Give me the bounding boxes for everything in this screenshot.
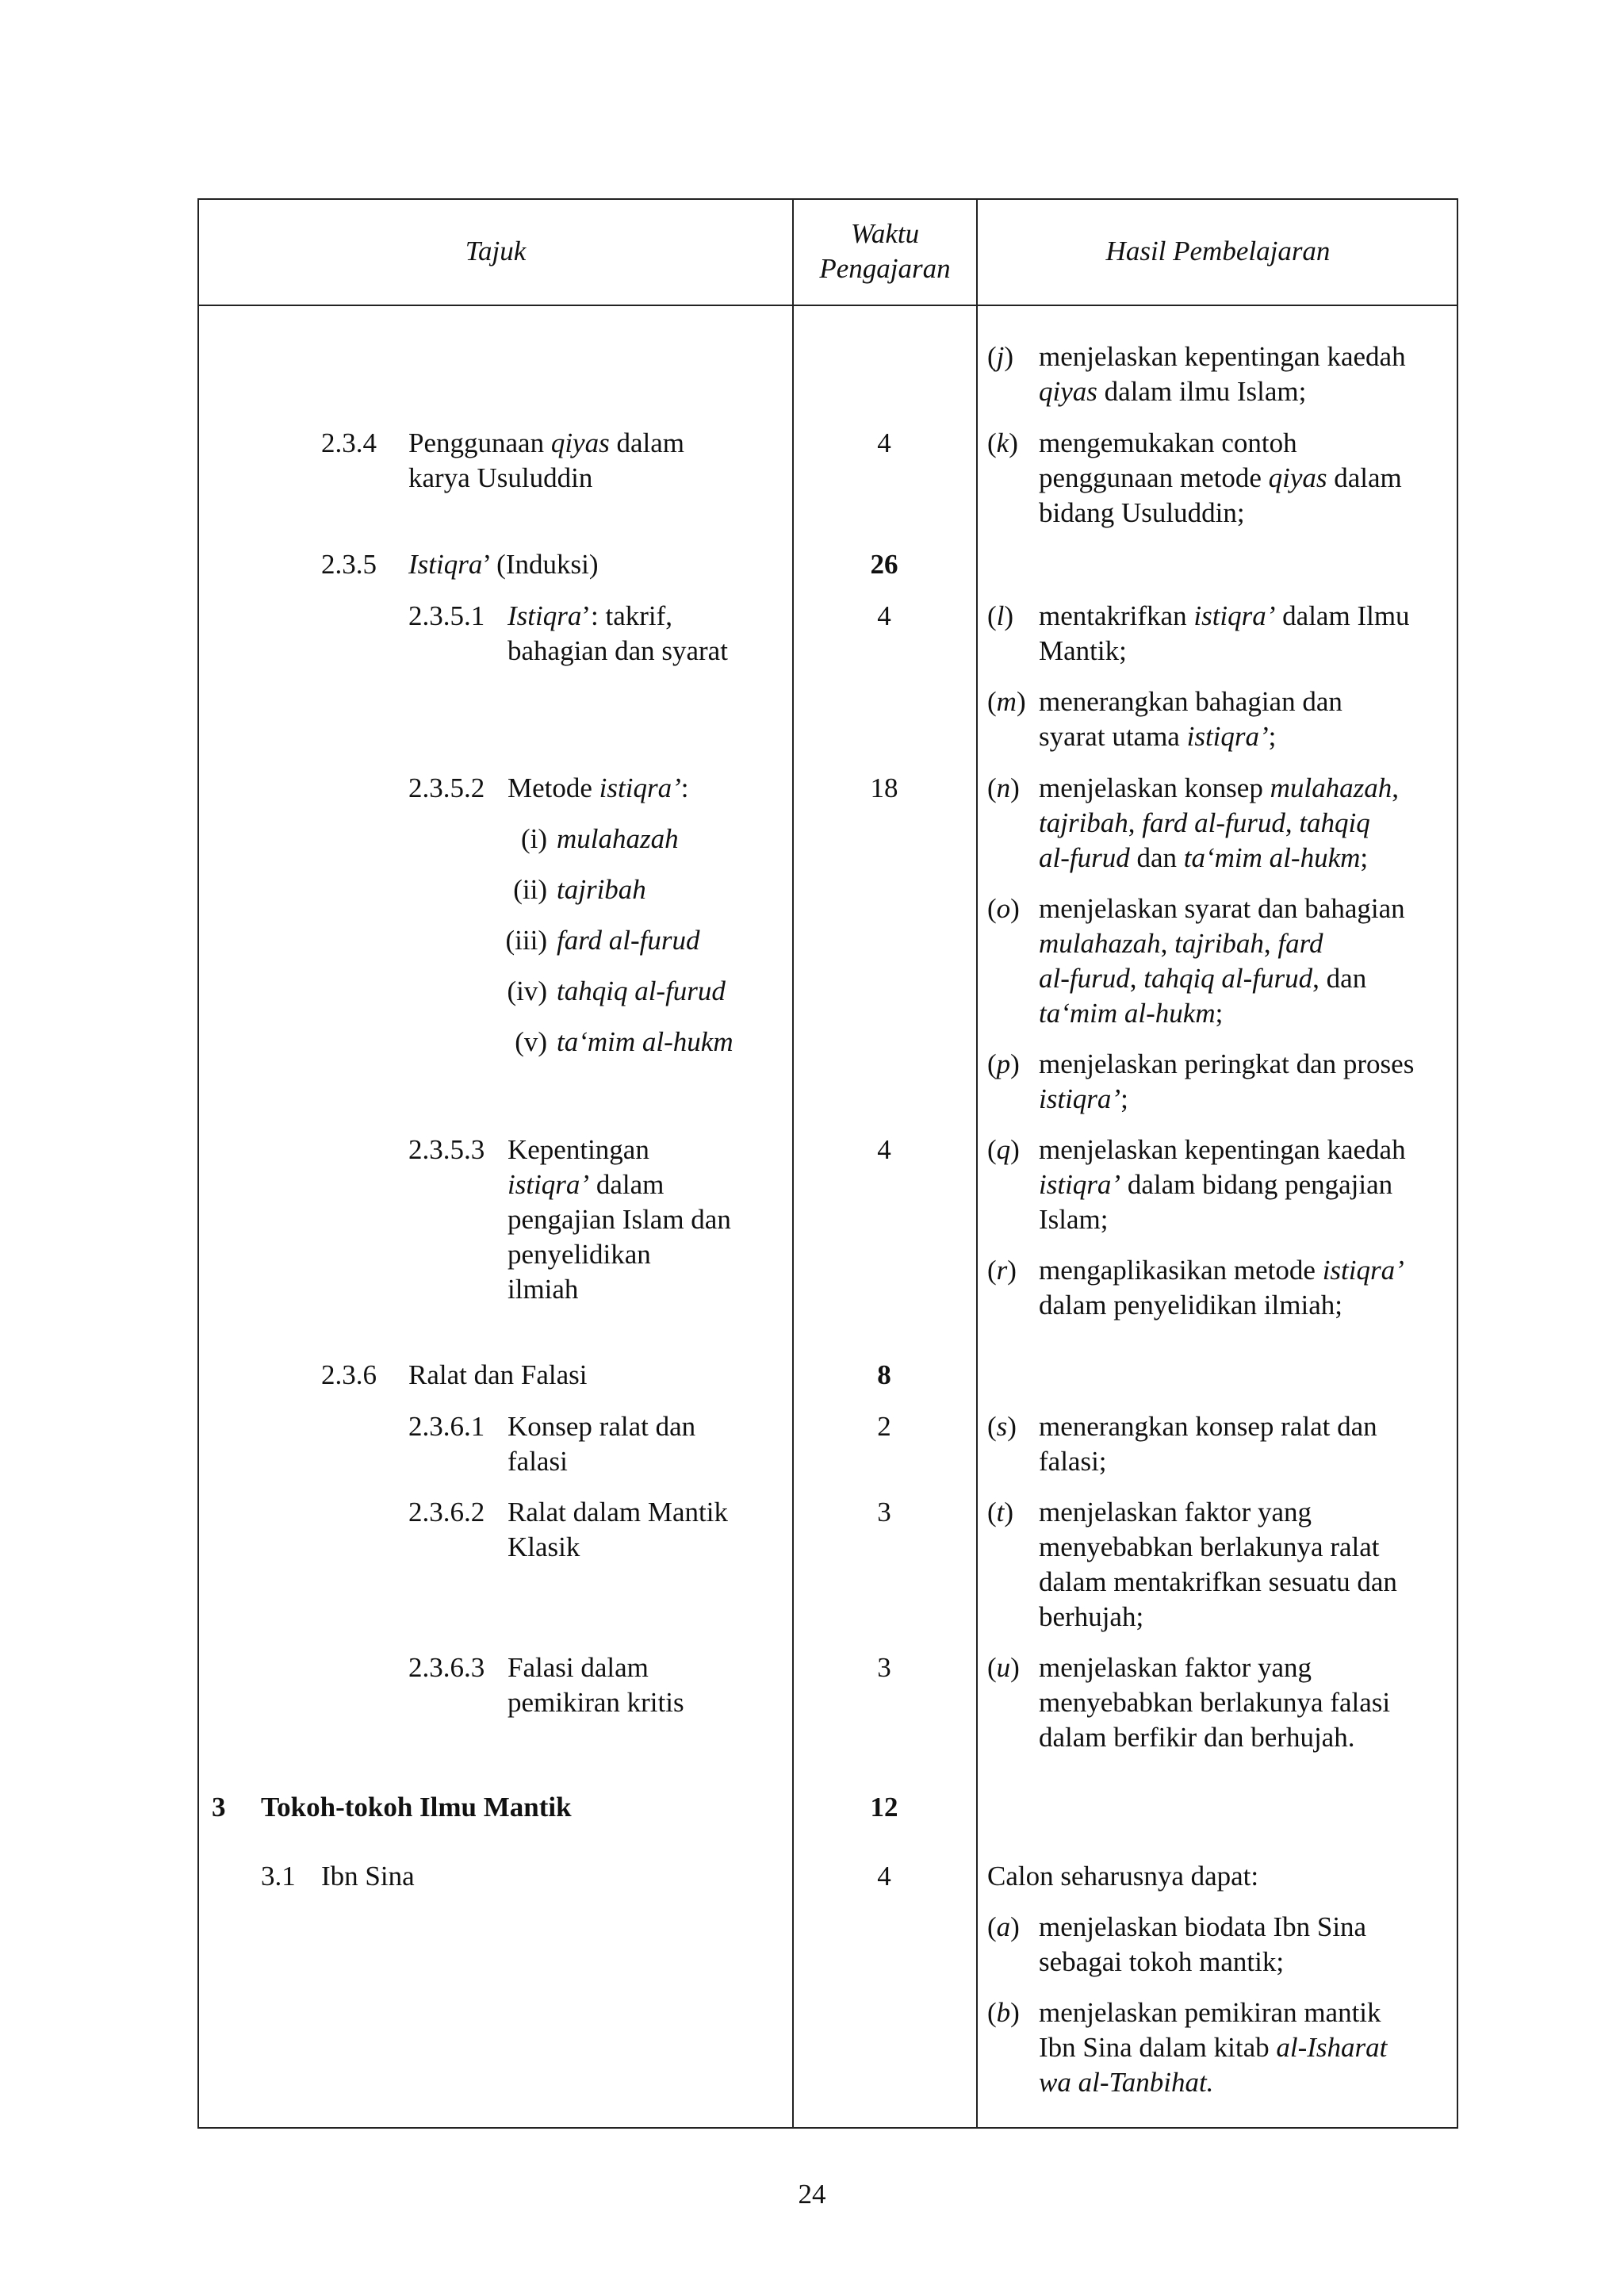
topic-title: Istiqra’ (Induksi) xyxy=(408,549,599,580)
topic-title: Metode istiqra’: xyxy=(508,772,689,803)
outcome-letter: (k) xyxy=(987,427,1018,458)
outcome-text: menjelaskan syarat dan bahagian xyxy=(1039,893,1405,924)
topic-title: Kepentingan xyxy=(508,1134,649,1165)
outcome-intro: Calon seharusnya dapat: xyxy=(987,1861,1259,1892)
outcome-text: menyebabkan berlakunya ralat xyxy=(1039,1531,1380,1562)
outcome-text: Islam; xyxy=(1039,1204,1109,1235)
outcome-text: qiyas dalam ilmu Islam; xyxy=(1039,376,1307,407)
outcome-text: Ibn Sina dalam kitab al-Isharat xyxy=(1039,2032,1388,2063)
topic-title: Klasik xyxy=(508,1531,580,1562)
outcome-text: menjelaskan kepentingan kaedah xyxy=(1039,1134,1406,1165)
outcome-text: menjelaskan peringkat dan proses xyxy=(1039,1048,1415,1079)
topic-title: pemikiran kritis xyxy=(508,1687,684,1718)
section-title: Tokoh-tokoh Ilmu Mantik xyxy=(261,1792,572,1823)
outcome-letter: (q) xyxy=(987,1134,1020,1165)
topic-title: Penggunaan qiyas dalam xyxy=(408,427,684,458)
outcome-text: menjelaskan pemikiran mantik xyxy=(1039,1997,1381,2028)
outcome-text: dalam penyelidikan ilmiah; xyxy=(1039,1290,1342,1320)
teaching-time: 26 xyxy=(870,549,898,580)
topic-number: 2.3.4 xyxy=(321,427,377,458)
outcome-text: menjelaskan faktor yang xyxy=(1039,1652,1312,1683)
sub-item: fard al-furud xyxy=(557,925,700,956)
outcome-letter: (j) xyxy=(987,341,1014,372)
outcome-text: falasi; xyxy=(1039,1446,1107,1477)
topic-number: 2.3.6.3 xyxy=(408,1652,485,1683)
column-divider xyxy=(792,200,794,2127)
outcome-text: mentakrifkan istiqra’ dalam Ilmu xyxy=(1039,600,1410,631)
topic-title: Ralat dalam Mantik xyxy=(508,1497,728,1527)
outcome-text: menjelaskan kepentingan kaedah xyxy=(1039,341,1406,372)
teaching-time: 8 xyxy=(877,1359,891,1390)
teaching-time: 18 xyxy=(870,772,898,803)
sub-item: tajribah xyxy=(557,874,646,905)
topic-title: Falasi dalam xyxy=(508,1652,649,1683)
topic-number: 2.3.5.1 xyxy=(408,600,485,631)
outcome-text: al-furud dan ta‘mim al-hukm; xyxy=(1039,842,1369,873)
outcome-text: bidang Usuluddin; xyxy=(1039,497,1245,528)
outcome-text: tajribah, fard al-furud, tahqiq xyxy=(1039,807,1370,838)
outcome-text: istiqra’; xyxy=(1039,1083,1128,1114)
outcome-text: syarat utama istiqra’; xyxy=(1039,721,1277,752)
sub-item-number: (i) xyxy=(520,823,547,854)
column-divider xyxy=(976,200,978,2127)
outcome-text: al-furud, tahqiq al-furud, dan xyxy=(1039,963,1367,994)
teaching-time: 12 xyxy=(870,1792,898,1823)
outcome-text: menerangkan konsep ralat dan xyxy=(1039,1411,1377,1442)
topic-title: Ibn Sina xyxy=(321,1861,415,1892)
outcome-text: istiqra’ dalam bidang pengajian xyxy=(1039,1169,1393,1200)
teaching-time: 4 xyxy=(877,1134,891,1165)
topic-number: 2.3.5.3 xyxy=(408,1134,485,1165)
outcome-letter: (t) xyxy=(987,1497,1014,1527)
outcome-text: menjelaskan konsep mulahazah, xyxy=(1039,772,1399,803)
outcome-text: wa al-Tanbihat. xyxy=(1039,2067,1214,2098)
outcome-letter: (a) xyxy=(987,1911,1020,1942)
topic-title: penyelidikan xyxy=(508,1239,651,1270)
teaching-time: 4 xyxy=(877,1861,891,1892)
sub-item-number: (iii) xyxy=(505,925,547,956)
teaching-time: 4 xyxy=(877,427,891,458)
topic-title: istiqra’ dalam xyxy=(508,1169,665,1200)
outcome-text: sebagai tokoh mantik; xyxy=(1039,1946,1285,1977)
topic-title: bahagian dan syarat xyxy=(508,635,728,666)
outcome-letter: (u) xyxy=(987,1652,1020,1683)
topic-title: Istiqra’: takrif, xyxy=(508,600,673,631)
outcome-text: penggunaan metode qiyas dalam xyxy=(1039,462,1402,493)
topic-title: Ralat dan Falasi xyxy=(408,1359,588,1390)
topic-title: falasi xyxy=(508,1446,568,1477)
topic-number: 2.3.6.2 xyxy=(408,1497,485,1527)
outcome-text: mengaplikasikan metode istiqra’ xyxy=(1039,1255,1404,1286)
teaching-time: 3 xyxy=(877,1652,891,1683)
topic-number: 3.1 xyxy=(261,1861,296,1892)
sub-item: mulahazah xyxy=(557,823,679,854)
outcome-letter: (s) xyxy=(987,1411,1017,1442)
outcome-text: menjelaskan faktor yang xyxy=(1039,1497,1312,1527)
teaching-time: 3 xyxy=(877,1497,891,1527)
outcome-text: menerangkan bahagian dan xyxy=(1039,686,1342,717)
topic-number: 2.3.6 xyxy=(321,1359,377,1390)
sub-item-number: (ii) xyxy=(513,874,547,905)
outcome-text: Mantik; xyxy=(1039,635,1127,666)
topic-number: 2.3.5 xyxy=(321,549,377,580)
outcome-text: mulahazah, tajribah, fard xyxy=(1039,928,1323,959)
outcome-letter: (m) xyxy=(987,686,1026,717)
header-divider xyxy=(199,305,1457,306)
outcome-text: dalam mentakrifkan sesuatu dan xyxy=(1039,1566,1397,1597)
sub-item: tahqiq al-furud xyxy=(557,976,726,1006)
header-hasil: Hasil Pembelajaran xyxy=(1105,236,1331,266)
outcome-letter: (p) xyxy=(987,1048,1020,1079)
outcome-letter: (r) xyxy=(987,1255,1017,1286)
outcome-text: mengemukakan contoh xyxy=(1039,427,1297,458)
teaching-time: 2 xyxy=(877,1411,891,1442)
topic-number: 2.3.6.1 xyxy=(408,1411,485,1442)
topic-number: 2.3.5.2 xyxy=(408,772,485,803)
outcome-letter: (n) xyxy=(987,772,1020,803)
topic-title: Konsep ralat dan xyxy=(508,1411,696,1442)
outcome-text: menjelaskan biodata Ibn Sina xyxy=(1039,1911,1367,1942)
topic-title: pengajian Islam dan xyxy=(508,1204,731,1235)
topic-title: karya Usuluddin xyxy=(408,462,593,493)
sub-item-number: (v) xyxy=(515,1026,547,1057)
sub-item-number: (iv) xyxy=(507,976,547,1006)
outcome-text: menyebabkan berlakunya falasi xyxy=(1039,1687,1391,1718)
outcome-text: ta‘mim al-hukm; xyxy=(1039,998,1224,1029)
page-number: 24 xyxy=(798,2179,826,2210)
outcome-text: dalam berfikir dan berhujah. xyxy=(1039,1722,1355,1753)
outcome-text: berhujah; xyxy=(1039,1601,1144,1632)
outcome-letter: (b) xyxy=(987,1997,1020,2028)
header-tajuk: Tajuk xyxy=(465,236,527,266)
teaching-time: 4 xyxy=(877,600,891,631)
sub-item: ta‘mim al-hukm xyxy=(557,1026,733,1057)
section-number: 3 xyxy=(212,1792,226,1823)
header-waktu: Waktu Pengajaran xyxy=(819,218,951,284)
outcome-letter: (o) xyxy=(987,893,1020,924)
outcome-letter: (l) xyxy=(987,600,1014,631)
topic-title: ilmiah xyxy=(508,1274,579,1305)
